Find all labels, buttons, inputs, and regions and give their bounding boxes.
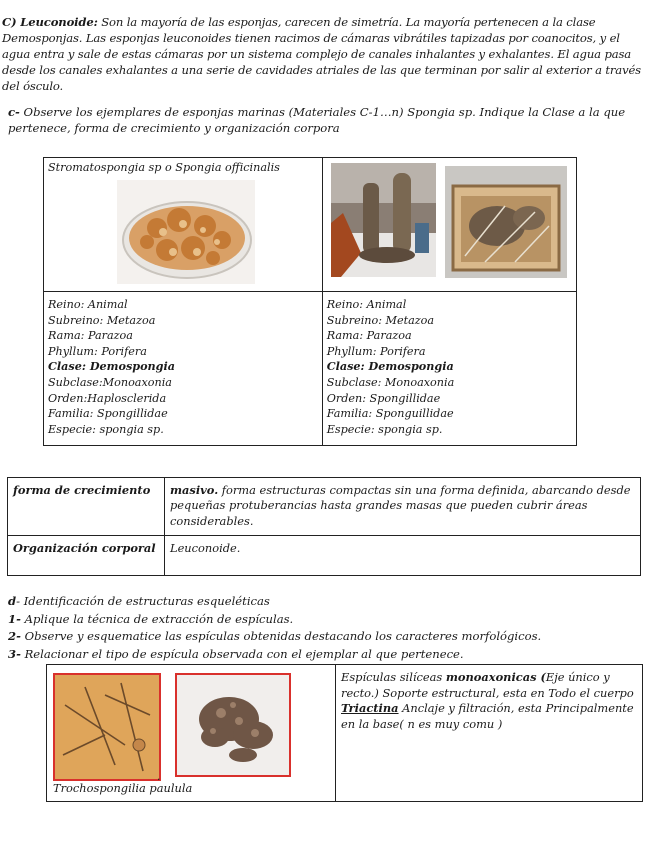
growth-organization-table: [7, 477, 641, 576]
right-taxon-rama: Rama: Parazoa: [326, 329, 412, 343]
specimen-table: [43, 157, 577, 446]
leuconoide-text: Son la mayoría de las esponjas, carecen de simetría. La mayoría pertenecen a la clase Demosponjas. Las esponjas leuconoides tienen racimos de cámaras vibrátiles tapizadas por coanocitos, y el agua entra y sale de estas cámaras por un sistema complejo de canales inhalantes y exhalantes. El agua pasa desde los canales exhalantes a una serie de cavidades atriales de las que terminan por salir al exterior a través del ósculo.: [2, 15, 641, 93]
leuconoide-paragraph: [2, 14, 650, 94]
left-taxon-especie: Especie: spongia sp.: [48, 422, 164, 436]
section-d-item-2-num: 2-: [8, 629, 21, 643]
spicule-images-cell: [47, 665, 336, 802]
spicule-dot: .: [157, 770, 161, 783]
right-taxon-subreino: Subreino: Metazoa: [326, 313, 435, 327]
sponge-specimens-photo: [331, 163, 436, 277]
left-taxon-rama: Rama: Parazoa: [48, 329, 133, 343]
left-taxon-reino: Reino: Animal: [48, 298, 128, 311]
section-d: [8, 593, 648, 663]
body-organization-label: Organización corporal: [8, 536, 165, 576]
monoaxon-text-a: Espículas silíceas: [341, 670, 446, 684]
spicule-caption: Trochospongilia paulula: [53, 781, 193, 795]
trochospongilia-photo: [175, 673, 291, 777]
left-taxonomy-cell: [44, 292, 323, 446]
spicule-table: [46, 664, 643, 802]
right-taxon-reino: Reino: Animal: [326, 298, 407, 311]
section-d-label: d: [8, 594, 17, 608]
monoaxon-text-b: Eje único y recto.) Soporte estructural, esta en Todo el cuerpo: [341, 670, 634, 700]
left-taxon-subclase: Subclase:Monoaxonia: [48, 375, 172, 389]
left-specimen-cell: [44, 158, 323, 292]
right-taxon-subclase: Subclase: Monoaxonia: [326, 375, 455, 389]
section-d-title-line: [8, 593, 648, 611]
leuconoide-label: C) Leuconoide:: [2, 15, 98, 29]
triactina-bold: Triactina: [341, 701, 399, 716]
growth-form-label: forma de crecimiento: [8, 478, 165, 536]
left-taxon-phyllum: Phyllum: Porifera: [48, 344, 147, 358]
left-taxon-orden: Orden:Haplosclerida: [48, 391, 167, 405]
body-organization-value: Leuconoide.: [165, 536, 641, 576]
section-d-item-3-text: Relacionar el tipo de espícula observada con el ejemplar al que pertenece.: [20, 646, 464, 661]
section-c-label: c-: [8, 105, 20, 119]
growth-form-text: forma estructuras compactas sin una forma definida, abarcando desde pequeñas protuberancias hasta grandes masas que pueden cubrir áreas considerables.: [170, 483, 631, 528]
triactina-text: Anclaje y filtración, esta Principalmente en la base( n es muy comu ): [341, 701, 634, 731]
right-taxon-especie: Especie: spongia sp.: [326, 422, 443, 436]
right-taxon-orden: Orden: Spongillidae: [326, 391, 441, 405]
left-taxon-familia: Familia: Spongillidae: [48, 407, 168, 421]
sponge-box-photo: [445, 166, 567, 278]
growth-form-bold: masivo.: [170, 483, 219, 497]
right-taxonomy-cell: [322, 292, 576, 446]
spicule-microscope-photo: [53, 673, 161, 781]
section-c-instruction: [8, 104, 648, 136]
spicule-description-cell: [336, 665, 643, 802]
right-specimen-cell: [322, 158, 576, 292]
section-d-item-3: [8, 646, 648, 664]
monoaxon-description: [341, 670, 637, 701]
section-d-item-2: [8, 628, 648, 646]
section-d-item-1: [8, 611, 648, 629]
triactina-description: [341, 701, 637, 732]
section-d-item-1-num: 1-: [8, 611, 21, 626]
left-specimen-title: Stromatospongia sp o Spongia officinalis: [48, 161, 280, 174]
left-taxon-clase: Clase: Demospongia: [48, 359, 176, 374]
right-taxon-familia: Familia: Sponguillidae: [326, 407, 454, 421]
growth-form-value: [165, 478, 641, 536]
section-d-item-1-text: Aplique la técnica de extracción de espículas.: [20, 611, 294, 626]
left-taxon-subreino: Subreino: Metazoa: [48, 313, 156, 327]
section-d-item-3-num: 3-: [8, 646, 21, 661]
section-d-item-2-text: Observe y esquematice las espículas obtenidas destacando los caracteres morfológicos.: [20, 629, 542, 643]
section-d-title: - Identificación de estructuras esqueléticas: [16, 594, 270, 608]
right-taxon-clase: Clase: Demospongia: [326, 359, 454, 374]
sponge-dish-photo: [117, 180, 255, 284]
right-taxon-phyllum: Phyllum: Porifera: [326, 344, 426, 358]
section-c-text: Observe los ejemplares de esponjas marinas (Materiales C-1…n) Spongia sp. Indique la Clase a la que pertenece, forma de crecimiento y organización corpora: [8, 105, 626, 135]
monoaxon-bold: monoaxonicas (: [445, 670, 546, 684]
